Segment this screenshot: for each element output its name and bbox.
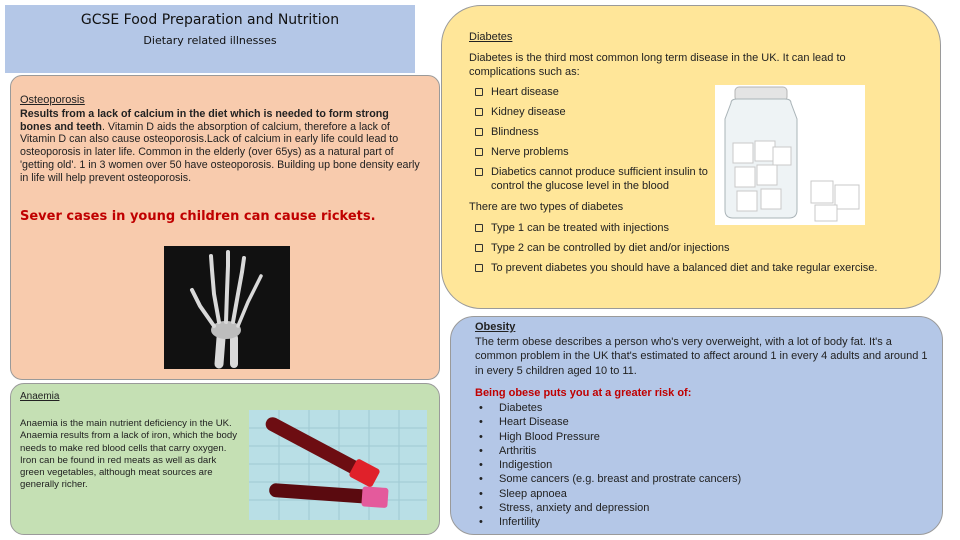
checkbox-bullet-icon — [475, 88, 483, 96]
checkbox-bullet-icon — [475, 224, 483, 232]
list-item: • Diabetes — [475, 401, 741, 415]
list-item: Kidney disease — [475, 105, 715, 119]
list-item: • Infertility — [475, 515, 741, 529]
anaemia-text: Anaemia is the main nutrient deficiency in the UK. Anaemia results from a lack of iron, which the body needs to make red blood cells that carry oxygen. Iron can be found in red meats as well as dark green vegetables, although meat sources are generally richer. — [20, 418, 238, 491]
page-subtitle: Dietary related illnesses — [143, 34, 277, 47]
anaemia-panel — [10, 383, 440, 535]
checkbox-bullet-icon — [475, 108, 483, 116]
osteoporosis-text-bold: Results from a lack of calcium in the diet which is needed to form strong bones and teeth — [20, 108, 389, 133]
list-item: Nerve problems — [475, 145, 715, 159]
obesity-panel — [450, 316, 943, 535]
risks-list — [475, 401, 741, 530]
list-item: • High Blood Pressure — [475, 430, 741, 444]
list-item: Type 1 can be treated with injections — [475, 221, 877, 235]
rickets-warning: Sever cases in young children can cause rickets. — [20, 209, 376, 224]
checkbox-bullet-icon — [475, 244, 483, 252]
diabetes-panel — [441, 5, 941, 309]
blood-sample-tubes-image — [249, 410, 427, 520]
list-item: • Stress, anxiety and depression — [475, 501, 741, 515]
checkbox-bullet-icon — [475, 128, 483, 136]
checkbox-bullet-icon — [475, 168, 483, 176]
obesity-risk-heading: Being obese puts you at a greater risk of: — [475, 387, 692, 399]
anaemia-heading: Anaemia — [20, 391, 60, 402]
list-item: • Sleep apnoea — [475, 487, 741, 501]
complications-list — [475, 85, 715, 199]
list-item: Diabetics cannot produce sufficient insulin to control the glucose level in the blood — [475, 165, 715, 193]
obesity-text: The term obese describes a person who's very overweight, with a lot of body fat. It's a common problem in the UK that's estimated to affect around 1 in every 4 adults and around 1 in every 5 children aged 10 to 11. — [475, 336, 928, 377]
types-list — [475, 221, 877, 281]
title-box — [5, 5, 415, 73]
list-item: • Arthritis — [475, 444, 741, 458]
osteoporosis-panel — [10, 75, 440, 380]
obesity-heading: Obesity — [475, 321, 516, 333]
osteoporosis-heading: Osteoporosis — [20, 94, 85, 106]
checkbox-bullet-icon — [475, 264, 483, 272]
sugar-cube-jar-image — [715, 85, 865, 225]
osteoporosis-text — [20, 108, 420, 184]
osteoporosis-text-rest: . Vitamin D aids the absorption of calcium, therefore a lack of Vitamin D can also cause osteoporosis.Lack of calcium in early life could lead to osteoporosis in later life. Common in the elderly (over 65ys) as a natural part of 'getting old'. 1 in 3 women over 50 have osteoporosis. Building up bone density early in life will help prevent osteoporosis. — [20, 120, 420, 184]
list-item: • Heart Disease — [475, 415, 741, 429]
diabetes-intro: Diabetes is the third most common long term disease in the UK. It can lead to complications such as: — [469, 52, 846, 78]
list-item: Heart disease — [475, 85, 715, 99]
list-item: • Some cancers (e.g. breast and prostrate cancers) — [475, 472, 741, 486]
list-item: Type 2 can be controlled by diet and/or injections — [475, 241, 877, 255]
hand-xray-image — [164, 246, 290, 369]
diabetes-heading: Diabetes — [469, 31, 513, 43]
list-item: Blindness — [475, 125, 715, 139]
list-item: To prevent diabetes you should have a balanced diet and take regular exercise. — [475, 261, 877, 275]
page-title: GCSE Food Preparation and Nutrition — [80, 12, 340, 28]
checkbox-bullet-icon — [475, 148, 483, 156]
list-item: • Indigestion — [475, 458, 741, 472]
diabetes-types-intro: There are two types of diabetes — [469, 201, 624, 213]
